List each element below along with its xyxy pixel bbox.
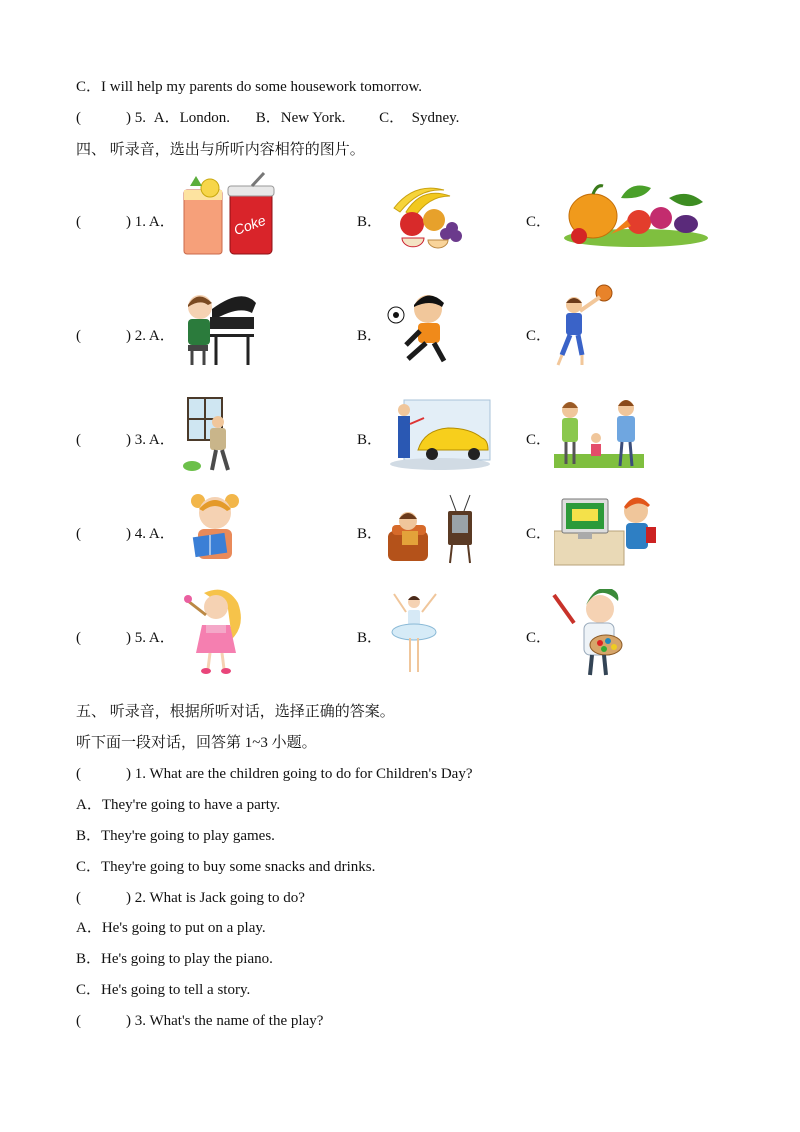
answer-blank: ( ) 5. bbox=[76, 110, 146, 126]
row5-option-c: C． bbox=[526, 630, 552, 646]
boy-watching-tv-icon bbox=[386, 491, 476, 565]
row3-option-b: B． bbox=[357, 432, 383, 448]
option-a: A．London. bbox=[153, 110, 230, 126]
q1-option-c: C．They're going to buy some snacks and drinks. bbox=[76, 859, 376, 875]
boy-using-computer-icon bbox=[554, 491, 658, 567]
fruit-bowl-icon bbox=[390, 180, 465, 252]
row3-prefix: ( ) 3. A． bbox=[76, 432, 175, 448]
row2-prefix: ( ) 2. A． bbox=[76, 328, 175, 344]
row4-option-c: C． bbox=[526, 526, 552, 542]
row4-option-b: B． bbox=[357, 526, 383, 542]
question-2: ( ) 2. What is Jack going to do? bbox=[76, 890, 305, 906]
option-b: B．New York. bbox=[255, 110, 346, 126]
boy-playing-basketball-icon bbox=[552, 283, 614, 367]
boy-kicking-football-icon bbox=[386, 291, 456, 366]
row3-option-c: C． bbox=[526, 432, 552, 448]
q1-option-b: B．They're going to play games. bbox=[76, 828, 275, 844]
girl-singing-icon bbox=[180, 585, 244, 675]
row2-option-b: B． bbox=[357, 328, 383, 344]
man-cleaning-window-icon bbox=[182, 396, 238, 474]
boy-painting-icon bbox=[552, 589, 628, 679]
row1-option-c: C． bbox=[526, 214, 552, 230]
svg-text:Coke: Coke bbox=[231, 211, 268, 239]
row1-option-b: B． bbox=[357, 214, 383, 230]
section-five-heading: 五、 听录音，根据所听对话，选择正确的答案。 bbox=[76, 704, 395, 720]
q1-option-a: A．They're going to have a party. bbox=[76, 797, 281, 813]
man-washing-car-icon bbox=[388, 398, 492, 472]
girl-reading-book-icon bbox=[186, 491, 244, 565]
row1-prefix: ( ) 1. A． bbox=[76, 214, 175, 230]
row5-prefix: ( ) 5. A． bbox=[76, 630, 175, 646]
section-five-intro: 听下面一段对话，回答第 1~3 小题。 bbox=[76, 735, 317, 751]
option-c: C． Sydney. bbox=[379, 110, 460, 126]
row4-prefix: ( ) 4. A． bbox=[76, 526, 175, 542]
juice-and-cola-icon bbox=[182, 172, 277, 257]
question-1: ( ) 1. What are the children going to do for Children's Day? bbox=[76, 766, 473, 782]
family-walking-icon bbox=[554, 398, 644, 472]
section-four-heading: 四、 听录音，选出与所听内容相符的图片。 bbox=[76, 142, 365, 158]
q2-option-a: A．He's going to put on a play. bbox=[76, 920, 266, 936]
boy-playing-piano-icon bbox=[182, 289, 258, 367]
row2-option-c: C． bbox=[526, 328, 552, 344]
girl-dancing-ballet-icon bbox=[388, 590, 444, 676]
q5-question bbox=[76, 108, 459, 128]
q2-option-c: C．He's going to tell a story. bbox=[76, 982, 251, 998]
q4-option-c: C．I will help my parents do some housework tomorrow. bbox=[76, 79, 423, 95]
row5-option-b: B． bbox=[357, 630, 383, 646]
q2-option-b: B．He's going to play the piano. bbox=[76, 951, 273, 967]
vegetables-icon bbox=[561, 178, 711, 248]
question-3: ( ) 3. What's the name of the play? bbox=[76, 1013, 324, 1029]
